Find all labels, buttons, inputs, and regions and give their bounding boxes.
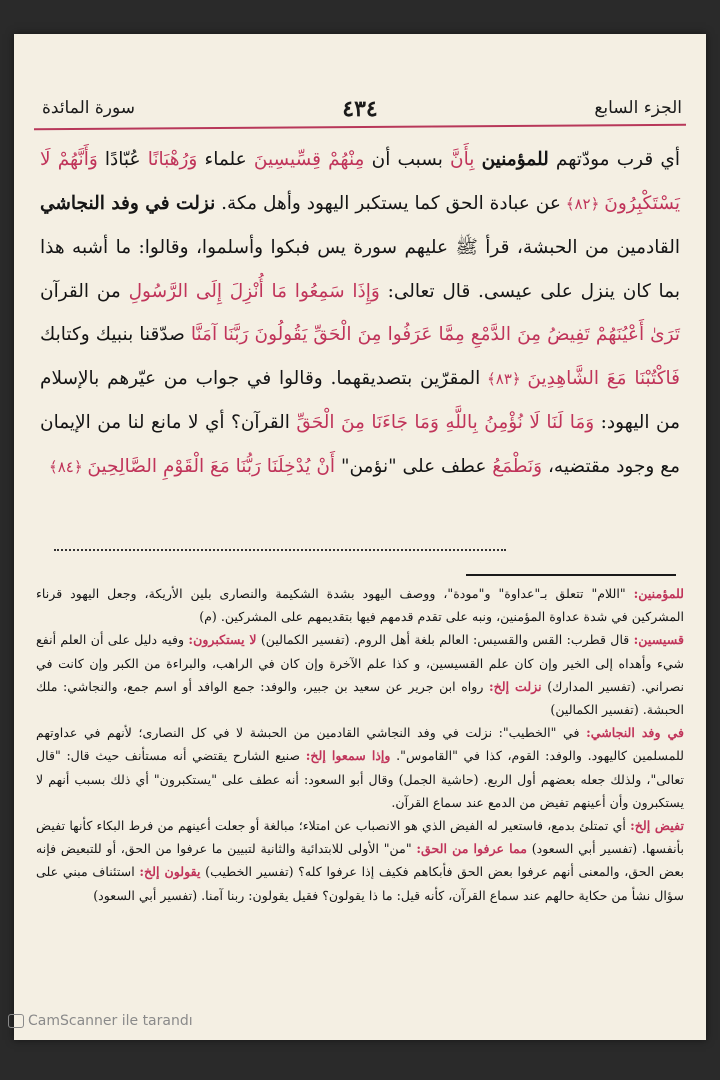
footnote-keyword: يقولون إلخ: [139,864,201,880]
quran-text: بِأَنَّ [450,149,475,170]
main-paragraph [40,138,680,489]
keyword: نزلت في وفد النجاشي [40,192,216,214]
text-run: القادمين من الحبشة، قرأ ﷺ عليهم سورة يس فبكوا وأسلموا، وقالوا: ما أشبه هذا بما كان ينزل على عيسى. قال تعالى: [40,237,680,302]
footnote-text: "من" الأولى للابتدائية والثانية لتبيين ما عرفوا من الحق، أو للتبعيض فإنه بعض الحق، والمعنى أنهم عرفوا بعض الحق فأبكاهم فكيف إذا عرفوا كله؟ (تفسير الخطيب) [36,841,684,880]
text-run: بسبب أن [364,149,451,170]
footnote-paragraph [36,582,684,628]
text-run: القرآن؟ أي لا مانع لنا من الإيمان مع وجود مقتضيه، [40,412,680,477]
watermark-text: CamScanner ile tarandı [28,1013,193,1029]
quran-text: أَنْ يُدْخِلَنَا رَبُّنَا مَعَ الْقَوْمِ الصَّالِحِينَ [87,455,336,477]
footnotes [36,582,684,1010]
footnote-keyword: للمؤمنين: [633,586,684,601]
footnote-keyword: قسيسين: [633,632,684,648]
verse-number: ﴿٨٣﴾ [480,369,528,388]
footnote-text: استئناف مبني على سؤال نشأ من حكاية حالهم عند سماع القرآن، كأنه قيل: ما ذا يقولون؟ فقيل يقولون: ربنا آمنا. (تفسير أبي السعود) [36,864,684,903]
footnote-separator [466,574,676,576]
footnote-keyword: لا يستكبرون: [188,632,257,648]
text-run: علماء [197,149,254,170]
footnote-text: وفيه دليل على أن العلم أنفع شيء وأهداه إلى الخير وإن كان علم القسيسين، و كذا علم الآخرة وإن كان في الراهب، والبراءة من الكبر وإن كانت في نصراني. (تفسير المدارك) [36,632,685,694]
camscanner-icon [8,1014,24,1028]
quran-text: تَرَىٰ أَعْيُنَهُمْ تَفِيضُ مِنَ الدَّمْعِ مِمَّا عَرَفُوا مِنَ الْحَقِّ يَقُولُونَ رَبَّنَا آمَنَّا [190,324,680,345]
footnote-keyword: في وفد النجاشي: [586,725,684,741]
text-run: من القرآن [40,280,129,302]
chapter-title: الجزء السابع [594,98,682,118]
quran-text: وَنَطْمَعُ [492,455,543,477]
main-text [40,138,680,558]
quran-text: مِنْهُمْ قِسِّيسِينَ [253,149,365,170]
text-run: عطف على "نؤمن" [335,455,493,477]
text-run: عُبّادًا [104,149,141,170]
quran-text: فَاكْتُبْنَا مَعَ الشَّاهِدِينَ [527,367,680,389]
text-run: صدّقنا بنبيك وكتابك [40,324,191,345]
footnote-text: في "الخطيب": نزلت في وفد النجاشي القادمين من الحبشة لا في كل النصارى؛ لأنهم في عداوتهم للمسلمين كاليهود. والوفد: القوم، كذا في "القاموس". [36,725,684,764]
scanner-watermark [8,1013,193,1029]
surah-title: سورة المائدة [42,98,136,118]
footnote-keyword: تفيض إلخ: [630,818,684,834]
footnote-text: قال قطرب: القس والقسيس: العالم بلغة أهل الروم. (تفسير الكمالين) [256,632,634,648]
verse-number: ﴿٨٢﴾ [560,194,605,213]
text-run: عن عبادة الحق كما يستكبر اليهود وأهل مكة. [215,192,561,214]
keyword: للمؤمنين [481,149,549,170]
text-run: أي قرب مودّتهم [548,149,680,170]
footnote-text: صنيع الشارح يقتضي أنه مستأنف حيث قال: "قال تعالى"، ولذلك جعله بعضهم أول الربع. (حاشية الجمل) وقال أبو السعود: أنه عطف على "يستكبرون" أي ذلك بسبب أنهم لا يستكبرون وأن أعينهم تفيض من الدمع عند سماع القرآن. [36,748,684,810]
page-number: ٤٣٤ [342,96,378,122]
footnote-paragraph [36,721,684,814]
footnote-keyword: وإذا سمعوا إلخ: [305,748,391,764]
verse-number: ﴿٨٤﴾ [48,457,88,476]
quran-text: وَإِذَا سَمِعُوا مَا أُنْزِلَ إِلَى الرَّسُولِ [128,280,380,302]
page-header [32,96,688,126]
quran-text: وَرُهْبَانًا [147,149,198,170]
text-run [141,149,148,170]
footnote-keyword: نزلت إلخ: [488,678,542,694]
quran-text: وَأَنَّهُمْ لَا يَسْتَكْبِرُونَ [40,149,680,214]
footnote-paragraph [36,814,684,907]
document-page [14,34,706,1040]
dotted-line [54,549,506,551]
footnote-keyword: مما عرفوا من الحق: [416,841,528,857]
quran-text: وَمَا لَنَا لَا نُؤْمِنُ بِاللَّهِ وَمَا جَاءَنَا مِنَ الْحَقِّ [296,412,595,433]
text-run: المقرّين بتصديقهما. وقالوا في جواب من عيّرهم بالإسلام من اليهود: [40,367,680,433]
text-run [474,149,481,170]
footnote-text: رواه ابن جرير عن سعيد بن جبير، والوفد: جمع الوافد أو اسم جمع، والنجاشي: ملك الحبشة. (تفسير الكمالين) [36,678,684,718]
footnote-text: أي تمتلئ بدمع، فاستعير له الفيض الذي هو الانصباب عن امتلاء؛ مبالغة أو جعلت أعينهم من فرط البكاء كأنها تفيض بأنفسها. (تفسير أبي السعود) [36,818,684,857]
footnote-text: "اللام" تتعلق بـ"عداوة" و"مودة"، ووصف اليهود بشدة الشكيمة والنصارى بلين الأريكة، وجعل اليهود قرناء المشركين في شدة عداوة المؤمنين، ونبه على تقدم قدمهم فيها بتقديمهم على المشركين. (م) [36,586,684,625]
footnote-paragraph [36,628,684,721]
text-run [98,149,105,170]
